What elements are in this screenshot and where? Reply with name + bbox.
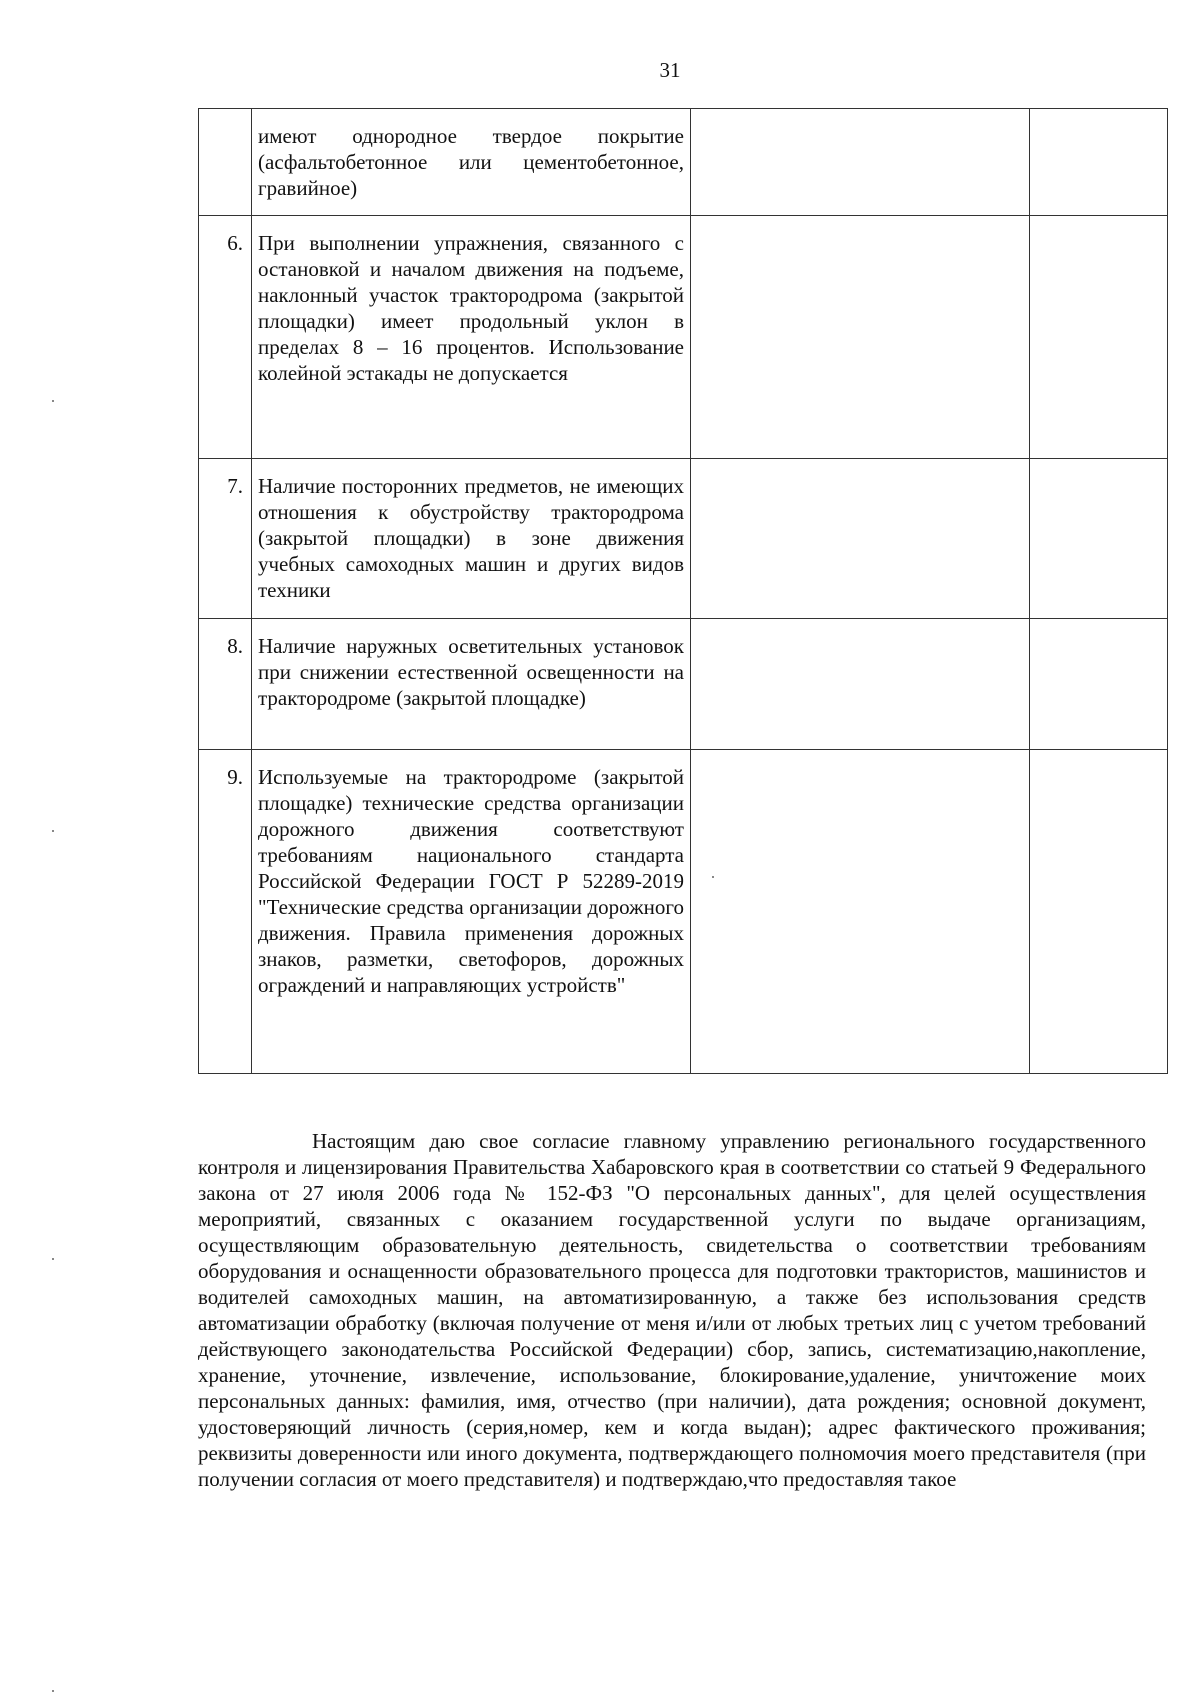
- table-row: [199, 459, 1168, 619]
- row-number: 6.: [199, 216, 252, 459]
- row-note-cell: [1030, 619, 1168, 750]
- row-note-cell: [1030, 109, 1168, 216]
- row-number: 9.: [199, 750, 252, 1074]
- row-requirement-text: имеют однородное твердое покрытие (асфальтобетонное или цементобетонное, гравийное): [252, 109, 691, 216]
- scan-speck: [52, 1690, 54, 1692]
- row-number: [199, 109, 252, 216]
- row-result-cell: [691, 109, 1030, 216]
- row-result-cell: [691, 750, 1030, 1074]
- row-requirement-text: При выполнении упражнения, связанного с остановкой и началом движения на подъеме, наклонный участок трактородрома (закрытой площадки) имеет продольный уклон в пределах 8 – 16 процентов. Использование колейной эстакады не допускается: [252, 216, 691, 459]
- consent-paragraph: Настоящим даю свое согласие главному управлению регионального государственного контроля и лицензирования Правительства Хабаровского края в соответствии со статьей 9 Федерального закона от 27 июля 2006 года № 152-ФЗ "О персональных данных", для целей осуществления мероприятий, связанных с оказанием государственной услуги по выдаче организациям, осуществляющим образовательную деятельность, свидетельства о соответствии требованиям оборудования и оснащенности образовательного процесса для подготовки трактористов, машинистов и водителей самоходных машин, на автоматизированную, а также без использования средств автоматизации обработку (включая получение от меня и/или от любых третьих лиц с учетом требований действующего законодательства Российской Федерации) сбор, запись, систематизацию,накопление, хранение, уточнение, извлечение, использование, блокирование,удаление, уничтожение моих персональных данных: фамилия, имя, отчество (при наличии), дата рождения; основной документ, удостоверяющий личность (серия,номер, кем и когда выдан); адрес фактического проживания; реквизиты доверенности или иного документа, подтверждающего полномочия моего представителя (при получении согласия от моего представителя) и подтверждаю,что предоставляя такое: [198, 1129, 1146, 1491]
- scan-speck: [712, 876, 714, 878]
- scan-speck: [52, 830, 54, 832]
- row-note-cell: [1030, 459, 1168, 619]
- row-requirement-text: Наличие посторонних предметов, не имеющих отношения к обустройству трактородрома (закрытой площадки) в зоне движения учебных самоходных машин и других видов техники: [252, 459, 691, 619]
- scan-speck: [52, 400, 54, 402]
- table-row: [199, 619, 1168, 750]
- row-requirement-text: Наличие наружных осветительных установок при снижении естественной освещенности на трактородроме (закрытой площадке): [252, 619, 691, 750]
- scan-speck: [52, 1258, 54, 1260]
- row-note-cell: [1030, 216, 1168, 459]
- table-row: [199, 109, 1168, 216]
- row-requirement-text: Используемые на трактородроме (закрытой площадке) технические средства организации дорожного движения соответствуют требованиям национального стандарта Российской Федерации ГОСТ Р 52289-2019 "Технические средства организации дорожного движения. Правила применения дорожных знаков, разметки, светофоров, дорожных ограждений и направляющих устройств": [252, 750, 691, 1074]
- requirements-table: [198, 108, 1168, 1074]
- row-result-cell: [691, 619, 1030, 750]
- row-result-cell: [691, 216, 1030, 459]
- row-note-cell: [1030, 750, 1168, 1074]
- page-number: 31: [659, 58, 681, 82]
- row-number: 7.: [199, 459, 252, 619]
- table-row: [199, 216, 1168, 459]
- row-result-cell: [691, 459, 1030, 619]
- row-number: 8.: [199, 619, 252, 750]
- table-row: [199, 750, 1168, 1074]
